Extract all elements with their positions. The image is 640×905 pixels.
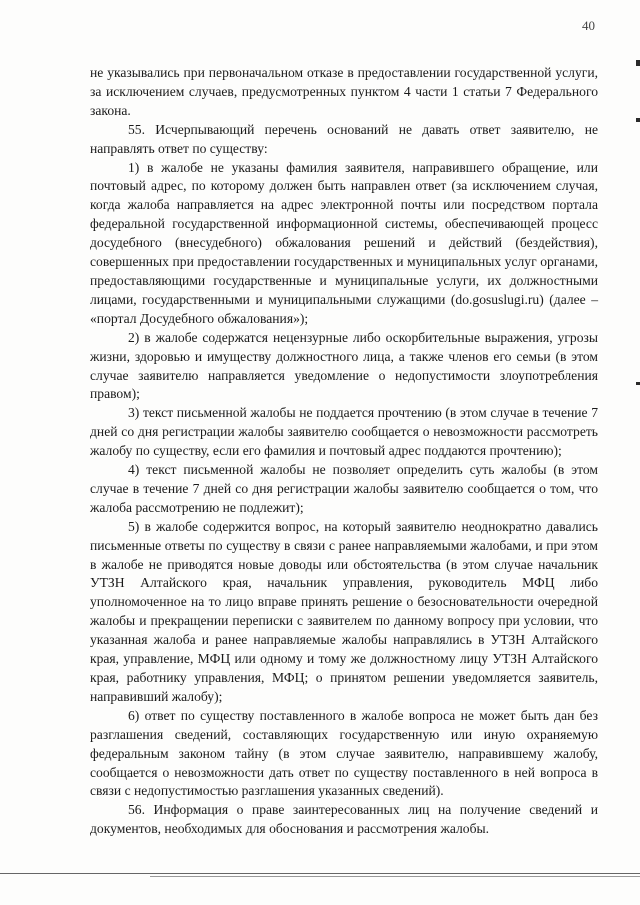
list-item-6: 6) ответ по существу поставленного в жалобе вопроса не может быть дан без разглашения сведений, составляющих государственную или иную охраняемую федеральным законом тайну (в этом случае заявителю, направившему жалобу, сообщается о невозможности дать ответ по существу поставленного в ней вопроса в связи с недопустимостью разглашения указанных сведений). [90, 707, 598, 799]
list-item-5: 5) в жалобе содержится вопрос, на который заявителю неоднократно давались письменные ответы по существу в связи с ранее направляемыми жалобами, и при этом в жалобе не приводятся новые доводы или обстоятельства (в этом случае начальник УТЗН Алтайского края, начальник управления, руководитель МФЦ либо уполномоченное на то лицо вправе принять решение о безосновательности очередной жалобы и прекращении переписки с заявителем по данному вопросу при условии, что указанная жалоба и ранее направляемые жалобы направлялись в УТЗН Алтайского края, управление, МФЦ или одному и тому же должностному лицу УТЗН Алтайского края, работнику управления, МФЦ; о принятом решении уведомляется заявитель, направивший жалобу); [90, 518, 598, 704]
page-number: 40 [582, 18, 595, 33]
document-body [90, 64, 598, 839]
list-item-4: 4) текст письменной жалобы не позволяет определить суть жалобы (в этом случае в течение 7 дней со дня регистрации жалобы заявителю сообщается о том, что жалоба рассмотрению не подлежит); [90, 462, 598, 515]
scan-bottom-edge [150, 876, 640, 877]
scan-edge-mark [636, 382, 640, 385]
scan-bottom-edge [0, 873, 640, 874]
paragraph-55: 55. Исчерпывающий перечень оснований не давать ответ заявителю, не направлять ответ по существу: [90, 121, 598, 156]
scan-edge-mark [636, 60, 640, 66]
scan-edge-mark [636, 118, 640, 122]
paragraph-continuation: не указывались при первоначальном отказе в предоставлении государственной услуги, за исключением случаев, предусмотренных пунктом 4 части 1 статьи 7 Федерального закона. [90, 65, 598, 118]
list-item-2: 2) в жалобе содержатся нецензурные либо оскорбительные выражения, угрозы жизни, здоровью и имуществу должностного лица, а также членов его семьи (в этом случае заявителю направляется уведомление о недопустимости злоупотребления правом); [90, 329, 598, 402]
list-item-1: 1) в жалобе не указаны фамилия заявителя, направившего обращение, или почтовый адрес, по которому должен быть направлен ответ (за исключением случая, когда жалоба направляется на адрес электронной почты или посредством портала федеральной государственной информационной системы, обеспечивающей процесс досудебного (внесудебного) обжалования решений и действий (бездействия), совершенных при предоставлении государственных и муниципальных услуг органами, предоставляющими государственные и муниципальные услуги, их должностными лицами, государственными и муниципальными служащими (do.gosuslugi.ru) (далее – «портал Досудебного обжалования»); [90, 159, 598, 326]
list-item-3: 3) текст письменной жалобы не поддается прочтению (в этом случае в течение 7 дней со дня регистрации жалобы заявителю сообщается о невозможности рассмотреть жалобу по существу, если его фамилия и почтовый адрес поддаются прочтению); [90, 405, 598, 459]
paragraph-56: 56. Информация о праве заинтересованных лиц на получение сведений и документов, необходимых для обоснования и рассмотрения жалобы. [90, 802, 598, 837]
